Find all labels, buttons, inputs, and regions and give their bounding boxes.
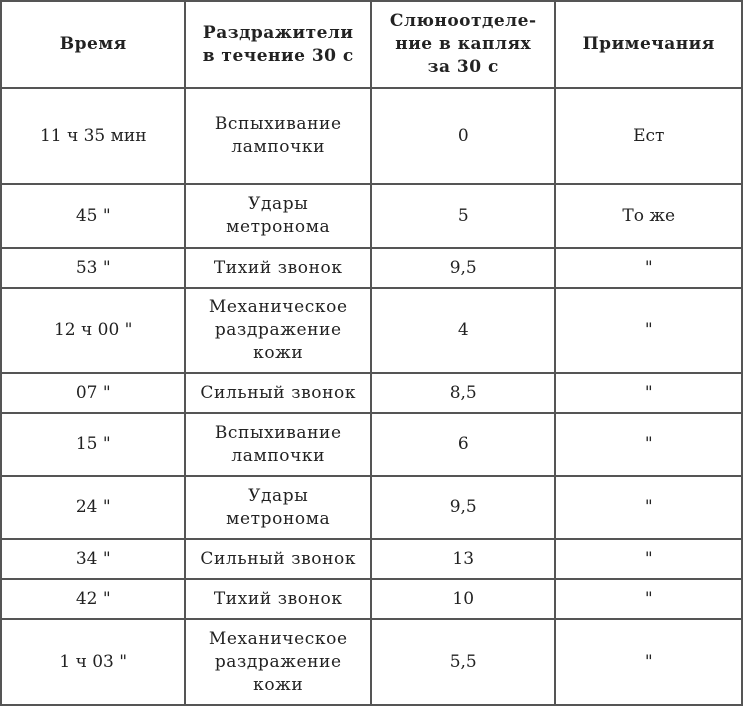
saliva-cell: 8,5 (371, 373, 555, 413)
saliva-cell: 9,5 (371, 476, 555, 539)
saliva-cell: 5 (371, 184, 555, 248)
header-notes: Примечания (555, 1, 742, 88)
note-cell: " (555, 476, 742, 539)
stimulus-cell: Механическое раздражение кожи (185, 288, 371, 373)
stimulus-cell: Удары метронома (185, 184, 371, 248)
time-cell: 24 " (1, 476, 185, 539)
note-cell: " (555, 579, 742, 619)
stimulus-cell: Тихий звонок (185, 579, 371, 619)
stimulus-cell: Вспыхивание лампочки (185, 88, 371, 184)
time-cell: 45 " (1, 184, 185, 248)
note-cell: " (555, 248, 742, 288)
time-cell: 34 " (1, 539, 185, 579)
note-cell: То же (555, 184, 742, 248)
note-cell: " (555, 288, 742, 373)
table-row (1, 579, 742, 619)
stimulus-cell: Механическое раздражение кожи (185, 619, 371, 705)
time-cell: 1 ч 03 " (1, 619, 185, 705)
saliva-cell: 9,5 (371, 248, 555, 288)
time-cell: 15 " (1, 413, 185, 476)
saliva-cell: 6 (371, 413, 555, 476)
table-row (1, 88, 742, 184)
stimulus-cell: Сильный звонок (185, 373, 371, 413)
time-cell: 11 ч 35 мин (1, 88, 185, 184)
time-cell: 42 " (1, 579, 185, 619)
note-cell: " (555, 373, 742, 413)
time-cell: 07 " (1, 373, 185, 413)
table-row (1, 373, 742, 413)
saliva-cell: 0 (371, 88, 555, 184)
table-row (1, 413, 742, 476)
table-row (1, 539, 742, 579)
stimulus-cell: Сильный звонок (185, 539, 371, 579)
note-cell: Ест (555, 88, 742, 184)
header-time: Время (1, 1, 185, 88)
table-row (1, 288, 742, 373)
header-stimuli: Раздражители в течение 30 с (185, 1, 371, 88)
table-row (1, 619, 742, 705)
saliva-cell: 13 (371, 539, 555, 579)
table-row (1, 184, 742, 248)
table-row (1, 476, 742, 539)
stimulus-cell: Тихий звонок (185, 248, 371, 288)
note-cell: " (555, 619, 742, 705)
stimulus-cell: Вспыхивание лампочки (185, 413, 371, 476)
header-salivation: Слюноотделе- ние в каплях за 30 с (371, 1, 555, 88)
stimulus-cell: Удары метронома (185, 476, 371, 539)
saliva-cell: 4 (371, 288, 555, 373)
saliva-cell: 10 (371, 579, 555, 619)
table-row (1, 248, 742, 288)
time-cell: 12 ч 00 " (1, 288, 185, 373)
header-row (1, 1, 742, 88)
time-cell: 53 " (1, 248, 185, 288)
note-cell: " (555, 413, 742, 476)
saliva-cell: 5,5 (371, 619, 555, 705)
note-cell: " (555, 539, 742, 579)
